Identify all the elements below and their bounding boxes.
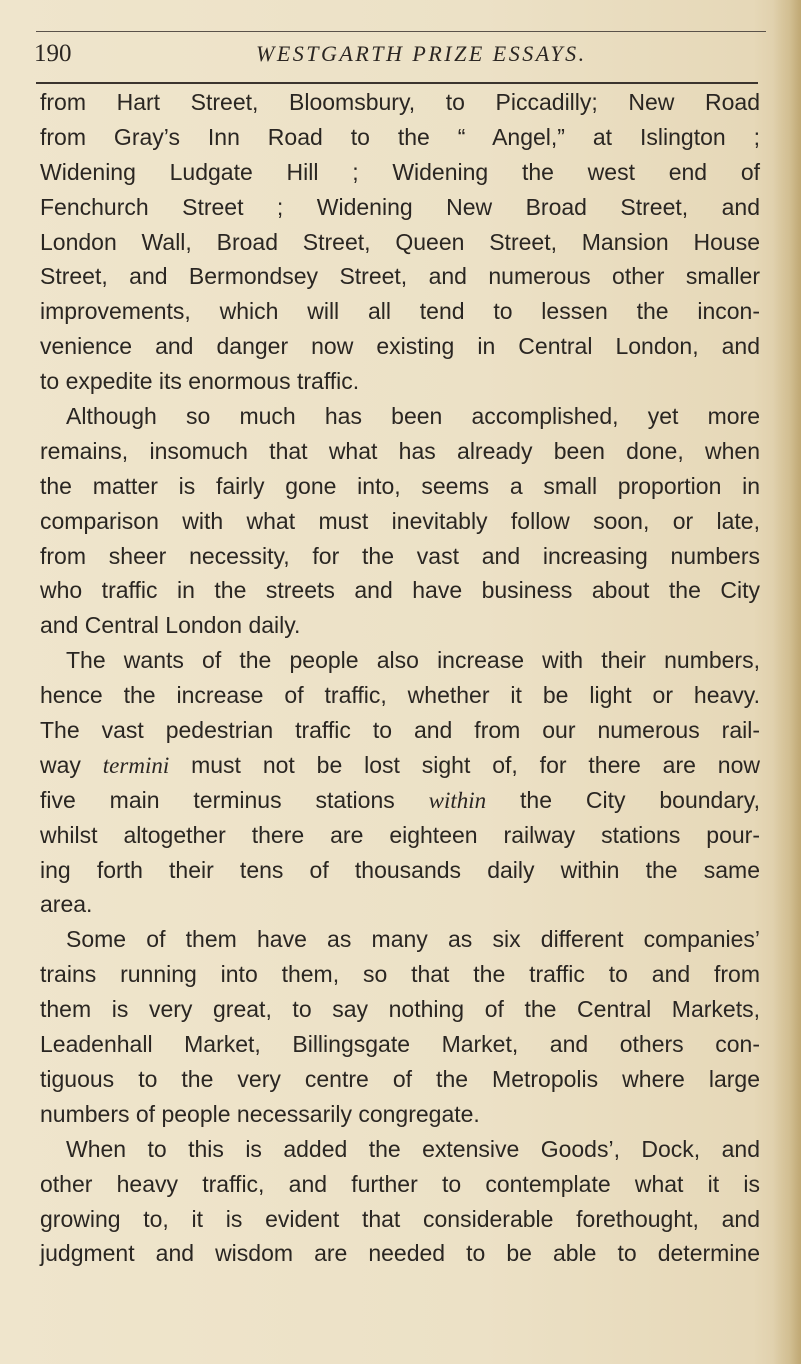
text-line: judgment and wisdom are needed to be able to determine [40,1240,760,1267]
text-line: the matter is fairly gone into, seems a small proportion in [40,472,760,499]
text-line: Some of them have as many as six different companies’ [66,926,760,953]
text-line: The vast pedestrian traffic to and from our numerous rail- [40,717,760,744]
text-line: whilst altogether there are eighteen railway stations pour- [40,821,760,848]
page-number: 190 [34,40,72,67]
text-line: who traffic in the streets and have business about the City [40,577,760,604]
text-line: from sheer necessity, for the vast and increasing numbers [40,542,760,569]
header-rule [36,82,758,84]
body-text [40,85,760,1271]
text-line [40,748,760,783]
text-line: numbers of people necessarily congregate. [40,1100,480,1127]
top-rule [36,31,766,32]
text-line: other heavy traffic, and further to contemplate what it is [40,1170,760,1197]
text-line: from Gray’s Inn Road to the “ Angel,” at Islington ; [40,123,760,150]
text-line: Widening Ludgate Hill ; Widening the west end of [40,158,760,185]
text-line: them is very great, to say nothing of the Central Markets, [40,996,760,1023]
text-line: trains running into them, so that the traffic to and from [40,961,760,988]
text-line: Fenchurch Street ; Widening New Broad Street, and [40,193,760,220]
page-edge-shadow [773,0,801,1364]
text-line: Leadenhall Market, Billingsgate Market, and others con- [40,1031,760,1058]
text-line: hence the increase of traffic, whether it be light or heavy. [40,682,760,709]
text-line: comparison with what must inevitably follow soon, or late, [40,507,760,534]
text-line: venience and danger now existing in Central London, and [40,333,760,360]
text-line: Although so much has been accomplished, yet more [66,403,760,430]
italic-text: within [428,787,487,813]
text-line: area. [40,891,93,918]
running-head: WESTGARTH PRIZE ESSAYS. [256,41,587,66]
text-line: from Hart Street, Bloomsbury, to Piccadilly; New Road [40,89,760,115]
text-run: five main terminus stations [40,786,429,813]
text-line: Street, and Bermondsey Street, and numerous other smaller [40,263,760,290]
text-line: growing to, it is evident that considerable forethought, and [40,1205,760,1232]
text-line [40,783,760,818]
text-line: When to this is added the extensive Goods’, Dock, and [66,1135,760,1162]
text-line: tiguous to the very centre of the Metropolis where large [40,1065,760,1092]
text-line: remains, insomuch that what has already been done, when [40,437,760,464]
text-run: must not be lost sight of, for there are now [169,751,760,778]
text-line: ing forth their tens of thousands daily within the same [40,856,760,883]
text-line: and Central London daily. [40,612,301,639]
text-run: way [40,751,103,778]
italic-text: termini [102,752,170,778]
text-line: London Wall, Broad Street, Queen Street, Mansion House [40,228,760,255]
text-line: improvements, which will all tend to lessen the incon- [40,298,760,325]
text-run: the City boundary, [486,786,760,813]
text-line: The wants of the people also increase with their numbers, [66,647,760,674]
text-line: to expedite its enormous traffic. [40,368,360,395]
